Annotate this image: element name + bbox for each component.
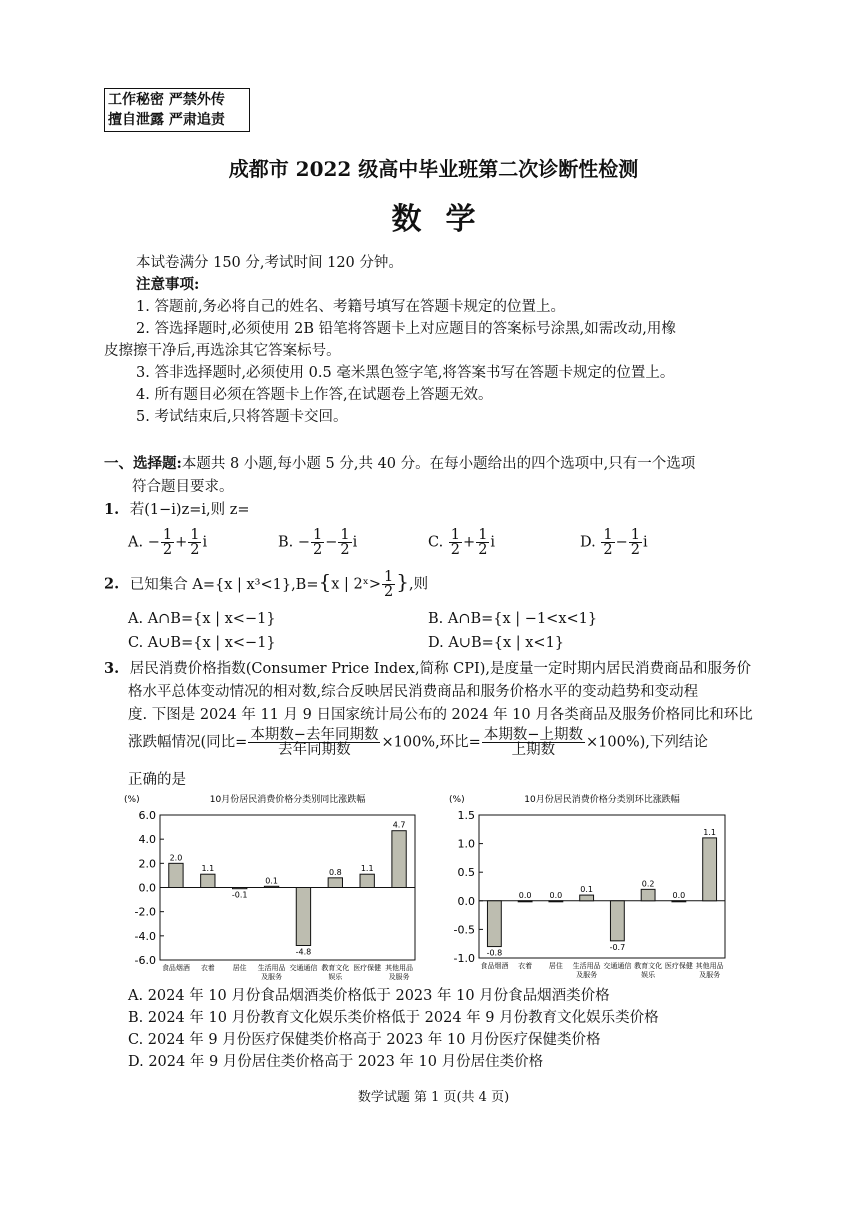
q1-option-a [128, 528, 207, 557]
y-tick-label: -1.0 [453, 952, 475, 965]
q1-a-frac1: $\frac{1}{2}$ [162, 527, 173, 558]
q3-text-1: 居民消费价格指数(Consumer Price Index,简称 CPI),是度量一定时期内居民消费商品和服务价 [129, 661, 752, 677]
data-label: 0.1 [580, 885, 593, 895]
chart-ylabel: (%) [124, 795, 140, 805]
data-label: -4.8 [295, 947, 312, 957]
exam-title: 成都市 2022 级高中毕业班第二次诊断性检测 [228, 157, 639, 181]
bar [672, 901, 686, 902]
category-label: 及服务 [388, 973, 410, 981]
q1-b-frac2: $\frac{1}{2}$ [340, 527, 350, 558]
q1-d-op: − [615, 534, 628, 551]
section-1-desc-cont: 符合题目要求。 [132, 479, 234, 495]
q1-c-frac1: $\frac{1}{2}$ [450, 527, 461, 558]
data-label: 0.1 [265, 876, 278, 886]
q2-text-3: ,则 [409, 576, 429, 593]
q2-brace-open: { [318, 569, 332, 594]
category-label: 娱乐 [328, 973, 343, 981]
q3-yoy-label: 涨跌幅情况(同比= [128, 734, 248, 751]
q3-number: 3. [104, 660, 120, 677]
q1-d-i: i [642, 534, 648, 551]
chart-frame [479, 815, 725, 958]
data-label: 0.0 [549, 890, 563, 900]
q2-option-c: C. A∪B={x | x<−1} [128, 635, 276, 651]
category-label: 交通通信 [289, 964, 318, 972]
chart-title: 10月份居民消费价格分类别同比涨跌幅 [209, 795, 366, 805]
data-label: 1.1 [201, 864, 215, 874]
bar [518, 901, 532, 902]
data-label: 0.0 [672, 890, 686, 900]
bar [641, 889, 655, 900]
subject-title: 数学 [391, 202, 500, 237]
bar [703, 838, 717, 901]
y-tick-label: 0.0 [138, 881, 156, 895]
q1-c-prefix: C. [428, 534, 448, 551]
q1-c-i: i [490, 534, 496, 551]
q2-brace-close: } [396, 569, 410, 594]
q1-a-i: i [202, 534, 208, 551]
q2-text-1: 已知集合 A={x | x³<1},B= [129, 576, 319, 593]
data-label: 0.2 [641, 879, 655, 889]
bar [610, 901, 624, 941]
data-label: 2.0 [169, 853, 183, 863]
q3-line-1 [104, 658, 751, 680]
data-label: -0.8 [486, 948, 503, 958]
q1-a-frac2: $\frac{1}{2}$ [190, 527, 200, 558]
q1-a-op: + [175, 534, 188, 551]
bar [264, 886, 278, 887]
q3-line-5: 正确的是 [128, 772, 186, 788]
q1-a-prefix: A. − [128, 534, 160, 551]
category-label: 食品烟酒 [480, 962, 509, 970]
data-label: 4.7 [392, 820, 406, 830]
bar [392, 831, 406, 888]
data-label: 1.1 [703, 827, 716, 837]
q1-c-frac2: $\frac{1}{2}$ [478, 527, 488, 558]
q3-line-2: 格水平总体变动情况的相对数,综合反映居民消费商品和服务价格水平的变动趋势和变动程 [128, 684, 699, 700]
y-tick-label: 6.0 [138, 809, 156, 822]
q2-number: 2. [104, 575, 120, 593]
q2-frac: $\frac{1}{2}$ [384, 569, 394, 600]
stamp-line-2: 擅自泄露 严肃追责 [108, 112, 225, 128]
data-label: 0.0 [518, 890, 532, 900]
y-tick-label: -4.0 [134, 929, 156, 943]
category-label: 其他用品 [385, 964, 414, 972]
q1-option-d [580, 528, 648, 557]
category-label: 交通通信 [603, 962, 632, 970]
q3-line-3: 度. 下图是 2024 年 11 月 9 日国家统计局公布的 2024 年 10 月各类商品及服务价格同比和环比 [128, 707, 753, 723]
data-label: -0.7 [609, 942, 626, 952]
section-1-label: 一、选择题: [104, 455, 182, 472]
q2-text-2: x | 2ˣ> [331, 576, 382, 593]
q3-option-a: A. 2024 年 10 月份食品烟酒类价格低于 2023 年 10 月份食品烟酒类价格 [128, 988, 610, 1004]
q1-d-frac1: $\frac{1}{2}$ [603, 527, 613, 558]
category-label: 医疗保健 [353, 964, 382, 972]
chart-mom [445, 790, 735, 985]
category-label: 及服务 [576, 971, 598, 979]
bar [201, 874, 215, 887]
chart-title: 10月份居民消费价格分类别环比涨跌幅 [524, 795, 680, 805]
q3-option-d: D. 2024 年 9 月份居住类价格高于 2023 年 10 月份居住类价格 [128, 1054, 544, 1070]
notice-2-cont: 皮擦擦干净后,再选涂其它答案标号。 [104, 343, 341, 359]
q3-mom-frac: $\frac{\text{本期数−上期数}}{\text{上期数}}$ [483, 727, 583, 758]
category-label: 及服务 [699, 971, 721, 979]
q3-mom-label: ×100%,环比= [381, 734, 481, 751]
question-2-stem [104, 570, 428, 599]
q1-option-c [428, 528, 495, 557]
q2-option-d: D. A∪B={x | x<1} [428, 635, 565, 651]
y-tick-label: -0.5 [453, 923, 475, 937]
notice-1: 1. 答题前,务必将自己的姓名、考籍号填写在答题卡规定的位置上。 [136, 299, 566, 315]
bar [549, 901, 563, 902]
notice-2: 2. 答选择题时,必须使用 2B 铅笔将答题卡上对应题目的答案标号涂黑,如需改动,用橡 [136, 321, 676, 337]
notice-5: 5. 考试结束后,只将答题卡交回。 [136, 409, 348, 425]
q3-option-b: B. 2024 年 10 月份教育文化娱乐类价格低于 2024 年 9 月份教育文化娱乐类价格 [128, 1010, 659, 1026]
question-1-stem [104, 499, 250, 521]
q3-line-4-end: ×100%),下列结论 [586, 734, 708, 751]
notice-3: 3. 答非选择题时,必须使用 0.5 毫米黑色签字笔,将答案书写在答题卡规定的位置上。 [136, 365, 675, 381]
q1-d-prefix: D. [580, 534, 601, 551]
bar [580, 895, 594, 901]
chart-yoy [120, 790, 430, 985]
confidential-stamp [104, 88, 250, 132]
category-label: 居住 [232, 964, 247, 972]
data-label: 0.8 [328, 867, 342, 877]
category-label: 医疗保健 [664, 962, 693, 970]
score-info: 本试卷满分 150 分,考试时间 120 分钟。 [136, 255, 403, 271]
q1-number: 1. [104, 501, 120, 518]
q1-b-i: i [352, 534, 358, 551]
section-1-desc: 本题共 8 小题,每小题 5 分,共 40 分。在每小题给出的四个选项中,只有一个选项 [181, 456, 696, 472]
category-label: 生活用品 [572, 962, 601, 970]
category-label: 衣着 [200, 964, 215, 972]
stamp-line-1: 工作秘密 严禁外传 [108, 92, 225, 108]
category-label: 教育文化 [634, 962, 663, 970]
data-label: 1.1 [360, 864, 374, 874]
q3-yoy-frac: $\frac{\text{本期数−去年同期数}}{\text{去年同期数}}$ [250, 727, 379, 758]
q1-b-frac1: $\frac{1}{2}$ [313, 527, 323, 558]
page-footer: 数学试题 第 1 页(共 4 页) [357, 1090, 510, 1105]
category-label: 衣着 [518, 962, 533, 970]
y-tick-label: -2.0 [134, 905, 156, 919]
bar [296, 888, 310, 946]
bar [233, 888, 247, 889]
notice-4: 4. 所有题目必须在答题卡上作答,在试题卷上答题无效。 [136, 387, 493, 403]
category-label: 其他用品 [695, 962, 724, 970]
y-tick-label: 4.0 [138, 833, 156, 847]
q2-option-a: A. A∩B={x | x<−1} [128, 611, 276, 627]
section-1-heading [104, 453, 695, 475]
bar [328, 878, 342, 888]
y-tick-label: 0.0 [457, 894, 475, 908]
q1-b-op: − [325, 534, 338, 551]
q1-text: 若(1−i)z=i,则 z= [129, 502, 250, 518]
q1-d-frac2: $\frac{1}{2}$ [630, 527, 640, 558]
q2-option-b: B. A∩B={x | −1<x<1} [428, 611, 598, 627]
y-tick-label: -6.0 [134, 954, 156, 967]
category-label: 及服务 [261, 973, 283, 981]
y-tick-label: 1.0 [457, 837, 475, 851]
category-label: 教育文化 [321, 964, 350, 972]
category-label: 娱乐 [641, 971, 656, 979]
q1-b-prefix: B. − [278, 534, 311, 551]
bar [169, 863, 183, 887]
category-label: 生活用品 [257, 964, 286, 972]
y-tick-label: 1.5 [457, 809, 475, 822]
data-label: -0.1 [231, 890, 248, 900]
notice-heading: 注意事项: [136, 276, 200, 293]
q1-c-op: + [463, 534, 476, 551]
q1-option-b [278, 528, 357, 557]
category-label: 食品烟酒 [161, 964, 190, 972]
category-label: 居住 [548, 962, 563, 970]
bar [487, 901, 501, 947]
q3-option-c: C. 2024 年 9 月份医疗保健类价格高于 2023 年 10 月份医疗保健类价格 [128, 1032, 601, 1048]
q3-line-4 [128, 728, 708, 757]
chart-ylabel: (%) [449, 795, 465, 805]
y-tick-label: 0.5 [457, 866, 475, 880]
y-tick-label: 2.0 [138, 857, 156, 871]
bar [360, 874, 374, 887]
